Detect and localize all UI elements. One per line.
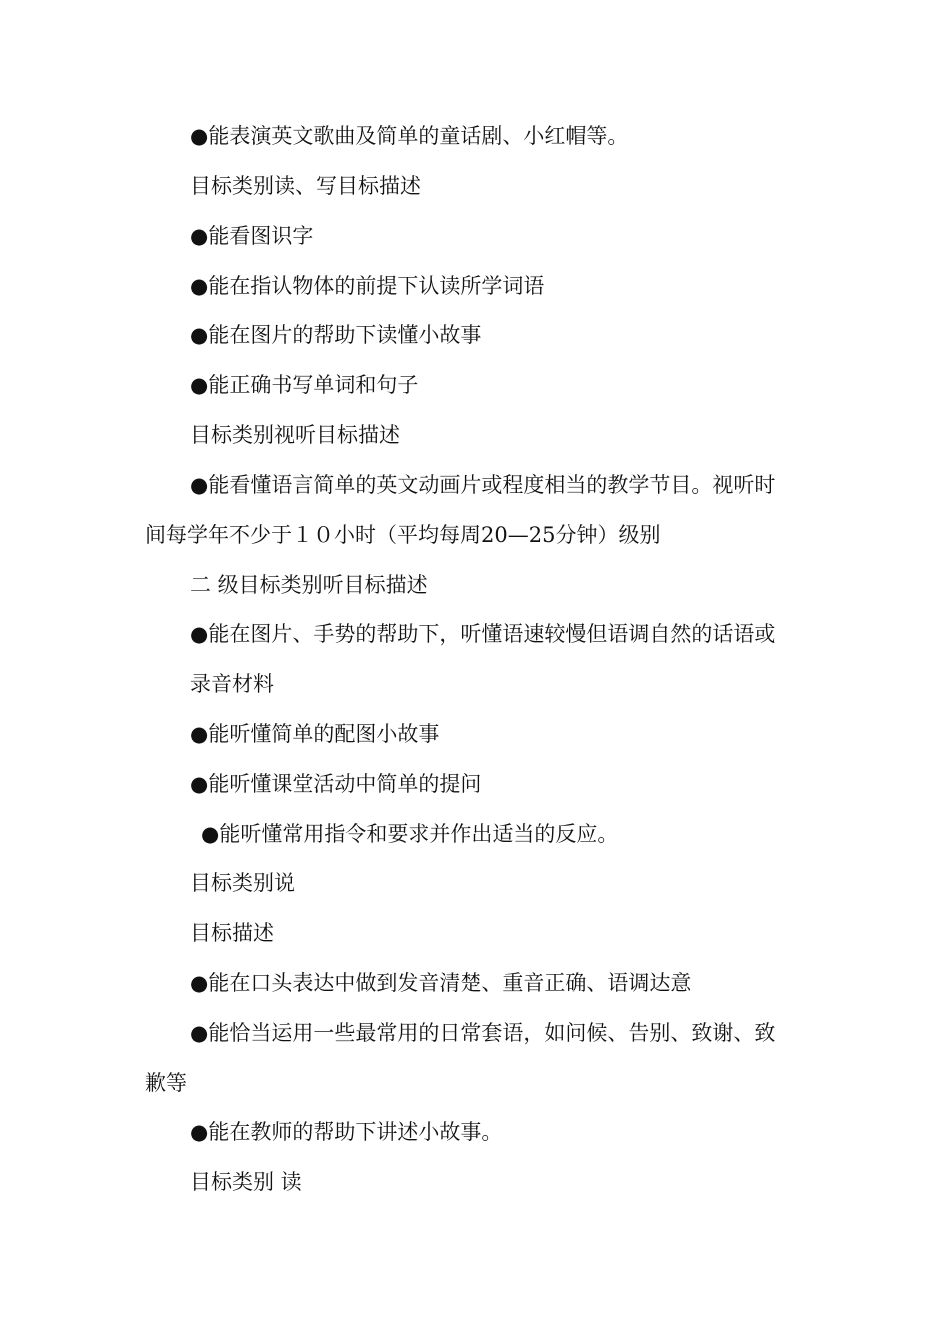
bullet-item-pronunciation: ●能在口头表达中做到发音清楚、重音正确、语调达意 — [190, 971, 692, 995]
paragraph-continuation-apologies: 歉等 — [145, 1071, 187, 1095]
section-heading-speaking: 目标类别说 — [190, 871, 295, 895]
bullet-item-tell-stories: ●能在教师的帮助下讲述小故事。 — [190, 1120, 503, 1144]
paragraph-continuation-viewing-time: 间每学年不少于１０小时（平均每周20—25分钟）级别 — [145, 523, 661, 547]
section-heading-audiovisual: 目标类别视听目标描述 — [190, 423, 400, 447]
paragraph-continuation-recordings: 录音材料 — [190, 672, 274, 696]
bullet-item-read-stories: ●能在图片的帮助下读懂小故事 — [190, 323, 482, 347]
section-heading-read-write: 目标类别读、写目标描述 — [190, 174, 421, 198]
section-subheading-description: 目标描述 — [190, 921, 274, 945]
section-heading-reading: 目标类别 读 — [190, 1170, 302, 1194]
bullet-item-instructions: ●能听懂常用指令和要求并作出适当的反应。 — [201, 822, 619, 846]
bullet-item-classroom-questions: ●能听懂课堂活动中简单的提问 — [190, 772, 482, 796]
bullet-item-picture-stories: ●能听懂简单的配图小故事 — [190, 722, 440, 746]
bullet-item-recognize-words: ●能看图识字 — [190, 224, 314, 248]
bullet-item-daily-expressions: ●能恰当运用一些最常用的日常套语，如问候、告别、致谢、致 — [190, 1021, 776, 1045]
bullet-item-read-words: ●能在指认物体的前提下认读所学词语 — [190, 274, 545, 298]
bullet-item-understand-speech: ●能在图片、手势的帮助下，听懂语速较慢但语调自然的话语或 — [190, 622, 776, 646]
bullet-item-watch-cartoons: ●能看懂语言简单的英文动画片或程度相当的教学节目。视听时 — [190, 473, 776, 497]
bullet-item-perform-songs: ●能表演英文歌曲及简单的童话剧、小红帽等。 — [190, 124, 629, 148]
section-heading-level-two-listening: 二 级目标类别听目标描述 — [190, 573, 428, 597]
bullet-item-write-sentences: ●能正确书写单词和句子 — [190, 373, 419, 397]
